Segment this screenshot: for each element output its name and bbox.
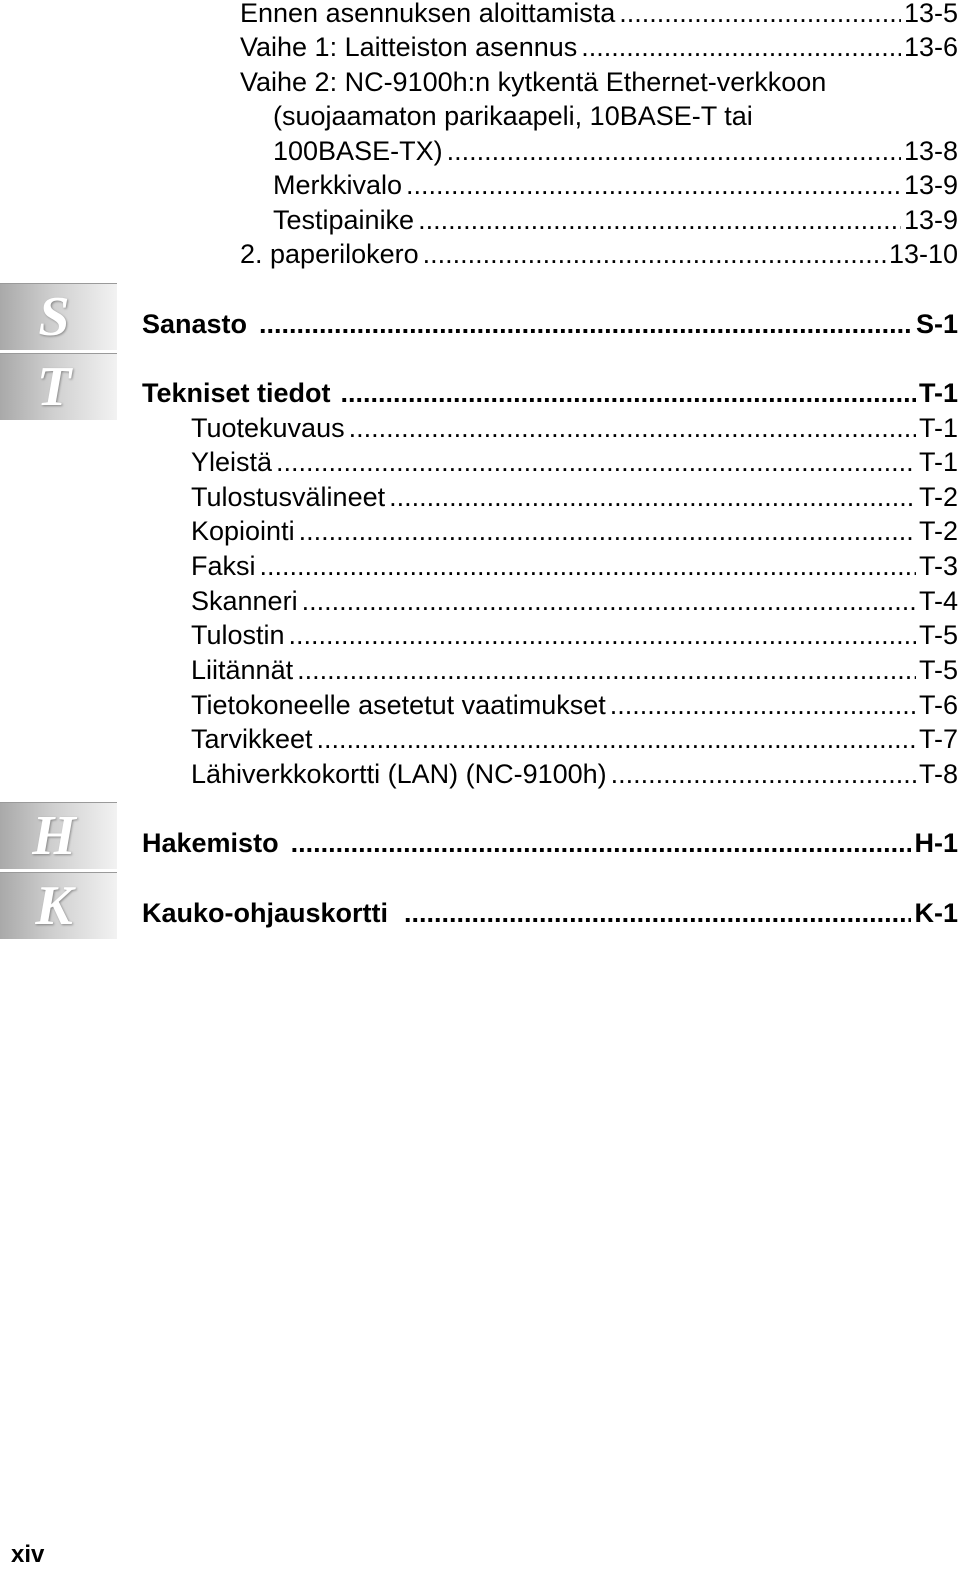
toc-entry-page: 13-8 (903, 136, 958, 166)
toc-entry-page: T-7 (918, 724, 958, 754)
toc-entry-merkkivalo[interactable] (273, 168, 958, 202)
toc-entry-kopiointi[interactable] (191, 514, 958, 548)
section-tab-letter: S (38, 286, 70, 348)
section-tab-letter: K (35, 875, 73, 937)
toc-chapter-sanasto[interactable] (142, 307, 958, 341)
toc-entry-label: 2. paperilokero (240, 239, 419, 269)
toc-entry-page: 13-5 (903, 0, 958, 28)
toc-entry-label: 100BASE-TX) (273, 136, 443, 166)
toc-entry-label: Skanneri (191, 586, 298, 616)
dot-leader (404, 896, 911, 930)
toc-entry-page: T-5 (918, 620, 958, 650)
toc-entry-label: Tarvikkeet (191, 724, 313, 754)
toc-chapter-tekniset[interactable] (142, 376, 958, 410)
toc-entry-label: Tuotekuvaus (191, 413, 345, 443)
toc-entry-page: T-2 (918, 516, 958, 546)
toc-entry-label: Merkkivalo (273, 170, 403, 200)
toc-entry-page: T-1 (918, 413, 958, 443)
dot-leader (291, 826, 912, 860)
dot-leader (447, 134, 901, 168)
section-tab-s (0, 283, 117, 350)
dot-leader (317, 722, 916, 756)
section-tab-letter: H (32, 805, 76, 867)
toc-entry-testipainike[interactable] (273, 203, 958, 237)
section-tab-h (0, 802, 117, 869)
toc-entry-label: Liitännät (191, 655, 294, 685)
dot-leader (302, 584, 916, 618)
toc-entry-label: Tulostin (191, 620, 285, 650)
toc-chapter-label: Sanasto (142, 309, 248, 339)
toc-entry-page: T-6 (918, 690, 958, 720)
toc-entry-ennen[interactable] (240, 0, 958, 30)
toc-entry-tulostin[interactable] (191, 618, 958, 652)
page-number: xiv (11, 1541, 45, 1568)
dot-leader (619, 0, 901, 30)
dot-leader (389, 480, 916, 514)
section-tab-k (0, 872, 117, 939)
toc-chapter-label: Tekniset tiedot (142, 378, 331, 408)
toc-entry-page: T-1 (918, 447, 958, 477)
toc-entry-label: Yleistä (191, 447, 273, 477)
toc-entry-faksi[interactable] (191, 549, 958, 583)
toc-entry-label: Tietokoneelle asetetut vaatimukset (191, 690, 606, 720)
toc-entry-label: Faksi (191, 551, 256, 581)
toc-entry-label: Vaihe 1: Laitteiston asennus (240, 32, 578, 62)
toc-entry-page: 13-6 (903, 32, 958, 62)
toc-entry-tuotekuvaus[interactable] (191, 411, 958, 445)
toc-entry-page: 13-9 (903, 205, 958, 235)
toc-entry-tietokoneelle[interactable] (191, 688, 958, 722)
toc-entry-page: 13-10 (888, 239, 958, 269)
dot-leader (611, 757, 916, 791)
toc-entry-vaihe2-line2: (suojaamaton parikaapeli, 10BASE-T tai (273, 101, 753, 131)
toc-chapter-label: Kauko-ohjauskortti (142, 898, 389, 928)
toc-entry-page: T-8 (918, 759, 958, 789)
toc-chapter-page: K-1 (914, 898, 958, 928)
dot-leader (418, 203, 901, 237)
toc-entry-page: 13-9 (903, 170, 958, 200)
toc-chapter-hakemisto[interactable] (142, 826, 958, 860)
dot-leader (297, 653, 916, 687)
toc-chapter-page: S-1 (915, 309, 958, 339)
toc-entry-label: Lähiverkkokortti (LAN) (NC-9100h) (191, 759, 607, 789)
toc-chapter-page: T-1 (918, 378, 958, 408)
toc-entry-label: Tulostusvälineet (191, 482, 386, 512)
toc-entry-yleista[interactable] (191, 445, 958, 479)
dot-leader (259, 307, 913, 341)
dot-leader (299, 514, 916, 548)
dot-leader (289, 618, 916, 652)
toc-chapter-kauko[interactable] (142, 896, 958, 930)
toc-entry-vaihe2-line3[interactable] (273, 134, 958, 168)
toc-entry-vaihe2-line1[interactable]: Vaihe 2: NC-9100h:n kytkentä Ethernet-verkkoon (240, 67, 827, 97)
toc-entry-tarvikkeet[interactable] (191, 722, 958, 756)
section-tab-letter: T (36, 356, 72, 418)
dot-leader (260, 549, 916, 583)
toc-entry-label: Testipainike (273, 205, 415, 235)
toc-entry-paperilokero[interactable] (240, 237, 958, 271)
dot-leader (276, 445, 916, 479)
toc-entry-vaihe1[interactable] (240, 30, 958, 64)
dot-leader (406, 168, 901, 202)
toc-entry-page: T-2 (918, 482, 958, 512)
toc-entry-lahiverkkokortti[interactable] (191, 757, 958, 791)
toc-entry-label: Kopiointi (191, 516, 295, 546)
toc-entry-page: T-4 (918, 586, 958, 616)
toc-chapter-page: H-1 (914, 828, 958, 858)
dot-leader (581, 30, 901, 64)
dot-leader (341, 376, 916, 410)
toc-chapter-label: Hakemisto (142, 828, 279, 858)
toc-entry-page: T-5 (918, 655, 958, 685)
toc-entry-liitannat[interactable] (191, 653, 958, 687)
dot-leader (423, 237, 886, 271)
dot-leader (610, 688, 916, 722)
toc-entry-label: Ennen asennuksen aloittamista (240, 0, 616, 28)
section-tab-t (0, 353, 117, 420)
dot-leader (349, 411, 916, 445)
toc-entry-tulostusvalineet[interactable] (191, 480, 958, 514)
toc-entry-skanneri[interactable] (191, 584, 958, 618)
toc-entry-page: T-3 (918, 551, 958, 581)
